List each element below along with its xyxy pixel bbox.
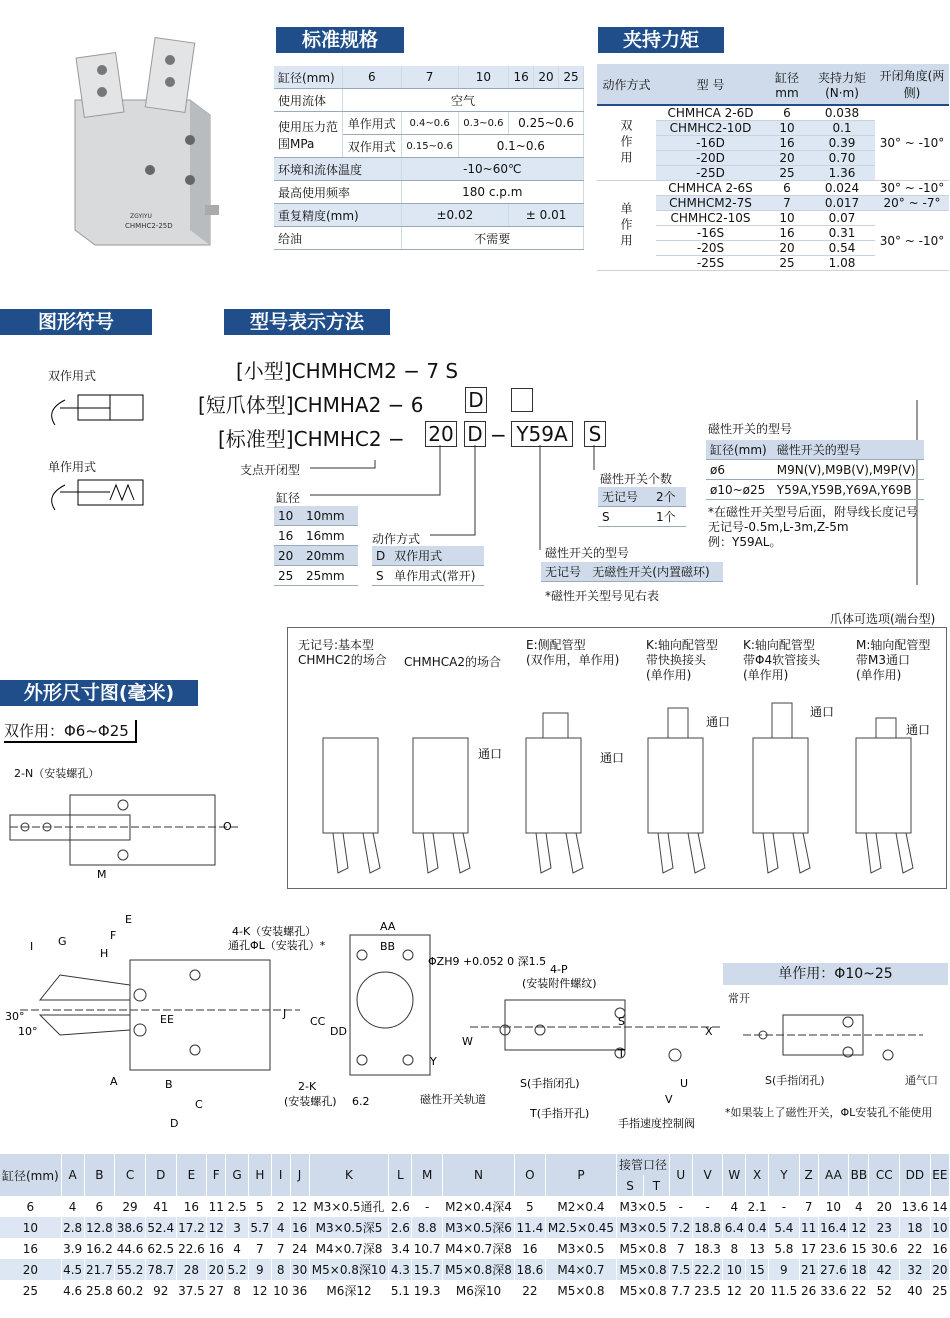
dim-cell: 18.8 bbox=[692, 1217, 723, 1238]
dim-col-G: G bbox=[226, 1154, 249, 1196]
dim-cell: 92 bbox=[145, 1280, 176, 1301]
dim-cell: M4×0.7 bbox=[545, 1259, 617, 1280]
dim-col-X: X bbox=[746, 1154, 769, 1196]
dim-col-L: L bbox=[389, 1154, 412, 1196]
dim-col-CC: CC bbox=[869, 1154, 900, 1196]
dim-cell: 28 bbox=[176, 1259, 207, 1280]
spec-header: 标准规格 bbox=[276, 27, 404, 53]
switch-note: *磁性开关型号见右表 bbox=[545, 589, 660, 603]
dim-cell: M2×0.4 bbox=[545, 1196, 617, 1217]
dim-cell: 42 bbox=[869, 1259, 900, 1280]
model-line-small: [小型]CHMHCM2 − 7 S bbox=[236, 359, 459, 383]
svg-text:T(手指开孔): T(手指开孔) bbox=[530, 1107, 590, 1120]
svg-text:X: X bbox=[705, 1025, 713, 1038]
dim-cell: 20 bbox=[746, 1280, 769, 1301]
dim-cell: 26 bbox=[799, 1280, 818, 1301]
dim-cell: 10.7 bbox=[412, 1238, 443, 1259]
bore-title: 缸径 bbox=[276, 491, 301, 505]
dim-cell: 4 bbox=[226, 1238, 249, 1259]
dim-cell: 23.5 bbox=[692, 1280, 723, 1301]
dim-cell: 12 bbox=[207, 1217, 226, 1238]
gripper-photo bbox=[40, 30, 230, 260]
jaw-option-label: 爪体可选项(端台型) bbox=[830, 612, 936, 626]
dim-cell: 18.6 bbox=[515, 1259, 546, 1280]
dim-row bbox=[0, 1217, 950, 1238]
dim-col-V: V bbox=[692, 1154, 723, 1196]
svg-text:6.2: 6.2 bbox=[352, 1095, 370, 1108]
svg-text:F: F bbox=[110, 929, 117, 942]
svg-text:T: T bbox=[618, 1047, 625, 1060]
dim-cell: 17 bbox=[799, 1238, 818, 1259]
dim-cell: 22.2 bbox=[692, 1259, 723, 1280]
svg-text:通口: 通口 bbox=[600, 751, 625, 765]
bore-label: 缸径(mm) bbox=[274, 66, 343, 89]
dim-cell: M4×0.7深8 bbox=[309, 1238, 389, 1259]
model-count-box: S bbox=[584, 421, 606, 447]
dim-col-D: D bbox=[145, 1154, 176, 1196]
switch-model-title: 磁性开关的型号 bbox=[708, 422, 793, 436]
dim-cell: 23.6 bbox=[818, 1238, 849, 1259]
svg-text:手指速度控制阀: 手指速度控制阀 bbox=[618, 1117, 695, 1130]
action-title: 动作方式 bbox=[372, 532, 421, 546]
spec-table: 缸径(mm) 6 7 10 16 20 25 使用流体 空气 使用压力范围MPa 单作用式 0.4~0.6 0.3~0.6 0.25~0.6 双作用式 0.15~0.6 0.1~0.6 环境和流体温度 -10~60℃ 最高使用频率 180 c.p.m 重复精度(mm) ±0.02 ± 0.01 给油 不需要 bbox=[274, 66, 584, 250]
dim-cell: 3.9 bbox=[61, 1238, 84, 1259]
dim-cell: 16.2 bbox=[84, 1238, 115, 1259]
dim-cell: 10 bbox=[723, 1259, 746, 1280]
dim-cell: 19.3 bbox=[412, 1280, 443, 1301]
model-action-box: D bbox=[464, 421, 486, 447]
dim-col-W: W bbox=[723, 1154, 746, 1196]
svg-text:EE: EE bbox=[160, 1013, 174, 1026]
dim-cell: 25 bbox=[930, 1280, 949, 1301]
dim-col-P: P bbox=[545, 1154, 617, 1196]
dim-cell: 36 bbox=[290, 1280, 309, 1301]
dim-cell: 29 bbox=[115, 1196, 146, 1217]
dim-cell: M3×0.5 bbox=[617, 1217, 670, 1238]
dim-cell: 5 bbox=[515, 1196, 546, 1217]
dim-cell: 10 bbox=[271, 1280, 290, 1301]
dim-cell: 13 bbox=[746, 1238, 769, 1259]
dim-cell: 16 bbox=[930, 1238, 949, 1259]
svg-text:A: A bbox=[110, 1075, 118, 1088]
dim-cell: 8 bbox=[271, 1259, 290, 1280]
dim-row bbox=[0, 1196, 950, 1217]
dim-cell: 21.7 bbox=[84, 1259, 115, 1280]
svg-text:ΦZH9 +0.052 0 深1.5: ΦZH9 +0.052 0 深1.5 bbox=[428, 955, 547, 968]
svg-text:G: G bbox=[58, 935, 67, 948]
outline-note: *如果装上了磁性开关，ΦL安装孔不能使用 bbox=[725, 1106, 933, 1119]
product-label: CHMHC2-25D bbox=[125, 222, 173, 230]
svg-text:DD: DD bbox=[330, 1025, 347, 1038]
dim-cell: 11 bbox=[207, 1196, 226, 1217]
dimension-table bbox=[0, 1154, 950, 1301]
dim-col-EE: EE bbox=[930, 1154, 949, 1196]
dim-cell: 18 bbox=[900, 1217, 931, 1238]
symbol-double-label: 双作用式 bbox=[48, 369, 97, 383]
svg-text:10°: 10° bbox=[18, 1025, 38, 1038]
dim-cell: 25.8 bbox=[84, 1280, 115, 1301]
double-title: 双作用：Φ6~Φ25 bbox=[4, 720, 137, 743]
dim-row bbox=[0, 1238, 950, 1259]
dim-cell: 2.5 bbox=[226, 1196, 249, 1217]
svg-text:I: I bbox=[30, 940, 34, 953]
dim-col-J: J bbox=[290, 1154, 309, 1196]
dim-cell: 12 bbox=[849, 1217, 869, 1238]
dim-cell: 13.6 bbox=[900, 1196, 931, 1217]
svg-text:30°: 30° bbox=[5, 1010, 25, 1023]
svg-text:AA: AA bbox=[380, 920, 396, 933]
dim-cell: 44.6 bbox=[115, 1238, 146, 1259]
svg-text:(安装附件螺纹): (安装附件螺纹) bbox=[522, 977, 597, 990]
dim-cell: 60.2 bbox=[115, 1280, 146, 1301]
dim-cell: M3×0.5 bbox=[617, 1196, 670, 1217]
dim-cell: 5.4 bbox=[769, 1217, 800, 1238]
dim-col-N: N bbox=[442, 1154, 514, 1196]
top-view-drawing bbox=[5, 775, 245, 885]
dim-cell: 12 bbox=[290, 1196, 309, 1217]
dim-cell: M5×0.8 bbox=[617, 1259, 670, 1280]
main-outline-drawing bbox=[0, 905, 720, 1135]
svg-text:磁性开关轨道: 磁性开关轨道 bbox=[420, 1093, 486, 1106]
dim-col-F: F bbox=[207, 1154, 226, 1196]
dim-cell: 15 bbox=[746, 1259, 769, 1280]
dim-cell: 30.6 bbox=[869, 1238, 900, 1259]
dim-col-DD: DD bbox=[900, 1154, 931, 1196]
dim-cell: 20 bbox=[207, 1259, 226, 1280]
dim-cell: 6.4 bbox=[723, 1217, 746, 1238]
dim-cell: 16 bbox=[176, 1196, 207, 1217]
svg-text:通口: 通口 bbox=[906, 723, 931, 737]
svg-text:通孔ΦL（安装孔）*: 通孔ΦL（安装孔）* bbox=[228, 939, 326, 952]
dim-cell: 17.2 bbox=[176, 1217, 207, 1238]
dim-cell: 7 bbox=[799, 1196, 818, 1217]
svg-text:S(手指闭孔): S(手指闭孔) bbox=[520, 1077, 580, 1090]
pivot-label: 支点开闭型 bbox=[240, 463, 301, 477]
svg-text:通口: 通口 bbox=[706, 715, 731, 729]
dim-cell: M5×0.8深8 bbox=[442, 1259, 514, 1280]
svg-text:BB: BB bbox=[380, 940, 396, 953]
dim-cell: 14 bbox=[930, 1196, 949, 1217]
dim-cell: 2 bbox=[271, 1196, 290, 1217]
dim-cell: 33.6 bbox=[818, 1280, 849, 1301]
dim-cell: 30 bbox=[290, 1259, 309, 1280]
dim-cell: 20 bbox=[0, 1259, 61, 1280]
bore-table: 10 10mm 16 16mm 20 20mm 25 25mm bbox=[274, 506, 358, 586]
svg-text:通口: 通口 bbox=[478, 747, 503, 761]
dim-cell: 10 bbox=[818, 1196, 849, 1217]
dim-cell: 4.6 bbox=[61, 1280, 84, 1301]
dim-col-A: A bbox=[61, 1154, 84, 1196]
dim-col-BB: BB bbox=[849, 1154, 869, 1196]
svg-text:H: H bbox=[100, 947, 109, 960]
dim-cell: 55.2 bbox=[115, 1259, 146, 1280]
dim-cell: 41 bbox=[145, 1196, 176, 1217]
dim-col-Z: Z bbox=[799, 1154, 818, 1196]
vent-label: 通气口 bbox=[905, 1074, 938, 1087]
svg-text:V: V bbox=[665, 1093, 673, 1106]
catalog-page: ZGYIYU CHMHC2-25D 标准规格 缸径(mm) 6 7 10 16 20 25 使用流体 空气 使用压力范围MPa 单作用式 0.4~0.6 0.3~0.6 0.25~0.6 双作用式 0.15~0.6 0.1~0.6 环境和流体温度 -10~60℃ 最高使用频率 180 c.p.m 重复精度(mm) ±0.02 ± 0.01 给油 不需要 夹持力矩 动作方式 型 号 缸径mm 夹持力矩(N·m) 开闭角度(两侧) 双作用 CHMHCA 2-6D 6 0.038 30° ~ -10° CHMHC2-10D 10 0.1 -16D 16 0.39 -20D 20 0.70 -25D 25 1.36 单作用 CHMHCA 2-6S 6 0.024 30° ~ -10° CHMHCM2-7S 7 0.017 20° ~ -7° CHMHC2-10S 10 0.07 30° ~ -10° -16S 16 0.31 -20S 20 0.54 -25S 25 1.08 图形符号 双作用式 单作用式 型号表示方法 [小型]CHMHCM2 − 7 S [短爪体型]CHMHA2 − 6 D [标准型]CHMHC2 − 20 D − Y59A S 支点开闭型 缸径 10 10mm 16 16mm 20 20mm 25 25mm 动作方式 D 双作用式 S 单作用式(常开) 磁性开关的型号 无记号 无磁性开关(内置磁环) *磁性开关型号见右表 磁性开关个数 无记号 2个 S 1个 磁性开关的型号 缸径(mm) 磁性开关的型号 ø6 M9N(V),M9B(V),M9P(V) ø10~ø25 Y59A,Y59B,Y69A,Y69B *在磁性开关型号后面，附导线长度记号 无记号-0.5m,L-3m,Z-5m 例：Y59AL。 爪体可选项(端台型) 无记号:基本型 CHMHC2的场合 CHMHCA2的场合 E:侧配管型 (双作用，单作用) K:轴向配管型 带快换接头 (单作用) K:轴向配管型 带Φ4软管接头 (单作用) M:轴向配管型 带M3通口 (单作用) 通口 通口 通口 通口 通口 外形尺寸图(毫米) 双作用：Φ6~Φ25 2-N（安装螺孔） M O A B C D E F G H I J AA BB CC DD EE W Y X U V S T 30° 10° 4-K（安装螺孔） 通孔ΦL（安装孔）* ΦZH9 +0.052 0 深1.5 4-P (安装附件螺纹) 2-K (安装螺孔) 6.2 磁性开关轨道 S(手指闭孔) T(手指开孔) 手指速度控制阀 单作用：Φ10~25 常开 S(手指闭孔) 通气口 *如果装上了磁性开关，ΦL安装孔不能使用 缸径(mm) A B C D E F G H I J K L M N O P 接管口径 U V W X Y Z AA BB CC DD EE S T 6 4 6 29 41 16 11 2.5 5 2 12 M3×0.5通孔 2.6 - M2×0.4深4 5 M2×0.4 M3×0.5 - - 4 2.1 - 7 10 4 20 13.6 14 10 2.8 12.8 38.6 52.4 17.2 12 3 5.7 4 16 M3×0.5深5 2.6 8.8 M3×0.5深6 11.4 M2.5×0.45 M3×0.5 7.2 18.8 6.4 0.4 5.4 11 16.4 12 23 18 10 16 3.9 16.2 44.6 62.5 22.6 16 4 7 7 24 M4×0.7深8 3.4 10.7 M4×0.7深8 16 M3×0.5 M5×0.8 7 18.3 8 13 5.8 17 23.6 15 30.6 22 16 20 4.5 21.7 55.2 78.7 28 20 5.2 9 8 30 M5×0.8深10 4.3 15.7 M5×0.8深8 18.6 M4×0.7 M5×0.8 7.5 22.2 10 15 9 21 27.6 18 42 32 20 25 4.6 25.8 60.2 92 37.5 27 8 12 10 36 M6深12 5.1 19.3 M6深10 22 M5×0.8 M5×0.8 7.7 23.5 12 20 11.5 26 33.6 22 52 40 25 bbox=[0, 0, 950, 1318]
svg-text:Y: Y bbox=[430, 1055, 437, 1068]
dim-cell: 10 bbox=[0, 1217, 61, 1238]
dim-cell: 4.3 bbox=[389, 1259, 412, 1280]
dim-cell: 5.7 bbox=[248, 1217, 271, 1238]
dim-cell: 7.5 bbox=[669, 1259, 692, 1280]
dim-col-B: B bbox=[84, 1154, 115, 1196]
dim-cell: 16 bbox=[515, 1238, 546, 1259]
symbol-single-label: 单作用式 bbox=[48, 460, 97, 474]
dim-cell: 2.6 bbox=[389, 1196, 412, 1217]
dim-cell: 52 bbox=[869, 1280, 900, 1301]
dim-cell: M6深10 bbox=[442, 1280, 514, 1301]
switch-model-table: 缸径(mm) 磁性开关的型号 ø6 M9N(V),M9B(V),M9P(V) ø10~ø25 Y59A,Y59B,Y69A,Y69B bbox=[706, 440, 924, 500]
model-d-box: D bbox=[465, 387, 487, 413]
dim-cell: 15 bbox=[849, 1238, 869, 1259]
model-line-std: [标准型]CHMHC2 − bbox=[218, 427, 405, 451]
dim-cell: 5 bbox=[248, 1196, 271, 1217]
dim-cell: 7 bbox=[669, 1238, 692, 1259]
dim-cell: 4 bbox=[723, 1196, 746, 1217]
dim-cell: 27 bbox=[207, 1280, 226, 1301]
dim-cell: 6 bbox=[84, 1196, 115, 1217]
dim-cell: 20 bbox=[869, 1196, 900, 1217]
dim-cell: 16.4 bbox=[818, 1217, 849, 1238]
dim-cell: 8.8 bbox=[412, 1217, 443, 1238]
dim-col-E: E bbox=[176, 1154, 207, 1196]
dim-cell: M3×0.5通孔 bbox=[309, 1196, 389, 1217]
dim-col-U: U bbox=[669, 1154, 692, 1196]
dim-cell: M5×0.8 bbox=[545, 1280, 617, 1301]
svg-text:2-K: 2-K bbox=[298, 1080, 317, 1093]
dim-cell: 22.6 bbox=[176, 1238, 207, 1259]
dim-cell: M6深12 bbox=[309, 1280, 389, 1301]
grip-table: 动作方式 型 号 缸径mm 夹持力矩(N·m) 开闭角度(两侧) 双作用 CHMHCA 2-6D 6 0.038 30° ~ -10° CHMHC2-10D 10 0.1 -16D 16 0.39 -20D 20 0.70 -25D 25 1.36 单作用 CHMHCA 2-6S 6 0.024 30° ~ -10° CHMHCM2-7S 7 0.017 20° ~ -7° CHMHC2-10S 10 0.07 30° ~ -10° -16S 16 0.31 -20S 20 0.54 -25S 25 1.08 bbox=[597, 64, 949, 271]
dim-cell: 11.4 bbox=[515, 1217, 546, 1238]
dim-cell: 62.5 bbox=[145, 1238, 176, 1259]
dim-cell: 8 bbox=[723, 1238, 746, 1259]
svg-text:D: D bbox=[170, 1117, 179, 1130]
outline-header: 外形尺寸图(毫米) bbox=[0, 680, 198, 706]
dim-cell: - bbox=[692, 1196, 723, 1217]
dim-cell: 5.2 bbox=[226, 1259, 249, 1280]
dim-cell: 25 bbox=[0, 1280, 61, 1301]
dim-col-AA: AA bbox=[818, 1154, 849, 1196]
dim-cell: M2.5×0.45 bbox=[545, 1217, 617, 1238]
dim-cell: 32 bbox=[900, 1259, 931, 1280]
dim-cell: 12 bbox=[723, 1280, 746, 1301]
jaw-options-box: 无记号:基本型 CHMHC2的场合 CHMHCA2的场合 E:侧配管型 (双作用，单作用) K:轴向配管型 带快换接头 (单作用) K:轴向配管型 带Φ4软管接头 (单作用) M:轴向配管型 带M3通口 (单作用) 通口 通口 通口 通口 通口 bbox=[287, 627, 947, 889]
dim-cell: 7 bbox=[248, 1238, 271, 1259]
svg-text:W: W bbox=[462, 1035, 473, 1048]
dim-cell: 38.6 bbox=[115, 1217, 146, 1238]
dim-cell: 18.3 bbox=[692, 1238, 723, 1259]
dim-cell: 40 bbox=[900, 1280, 931, 1301]
dim-cell: 18 bbox=[849, 1259, 869, 1280]
dim-cell: 78.7 bbox=[145, 1259, 176, 1280]
dim-col-O: O bbox=[515, 1154, 546, 1196]
dim-cell: - bbox=[769, 1196, 800, 1217]
svg-text:B: B bbox=[165, 1078, 173, 1091]
dim-cell: 4 bbox=[271, 1217, 290, 1238]
dim-cell: 12 bbox=[248, 1280, 271, 1301]
svg-text:O: O bbox=[223, 820, 232, 833]
s-close2-label: S(手指闭孔) bbox=[765, 1074, 825, 1087]
dim-cell: 3.4 bbox=[389, 1238, 412, 1259]
dim-cell: 5.8 bbox=[769, 1238, 800, 1259]
svg-text:C: C bbox=[195, 1098, 203, 1111]
dim-cell: - bbox=[669, 1196, 692, 1217]
svg-text:4-K（安装螺孔）: 4-K（安装螺孔） bbox=[232, 925, 317, 938]
dim-cell: 16 bbox=[207, 1238, 226, 1259]
product-brand: ZGYIYU bbox=[130, 213, 152, 220]
dim-cell: 2.1 bbox=[746, 1196, 769, 1217]
dim-col-M: M bbox=[412, 1154, 443, 1196]
dim-cell: 0.4 bbox=[746, 1217, 769, 1238]
n-holes-label: 2-N（安装螺孔） bbox=[14, 767, 100, 780]
dim-cell: 21 bbox=[799, 1259, 818, 1280]
action-table: D 双作用式 S 单作用式(常开) bbox=[372, 546, 484, 586]
dim-cell: 4 bbox=[61, 1196, 84, 1217]
svg-text:J: J bbox=[283, 1007, 287, 1020]
dim-cell: 24 bbox=[290, 1238, 309, 1259]
grip-header: 夹持力矩 bbox=[598, 27, 724, 53]
dim-cell: 23 bbox=[869, 1217, 900, 1238]
svg-text:S: S bbox=[618, 1015, 625, 1028]
normal-open-label: 常开 bbox=[728, 992, 750, 1005]
dim-cell: M3×0.5深5 bbox=[309, 1217, 389, 1238]
dim-cell: M4×0.7深8 bbox=[442, 1238, 514, 1259]
dim-cell: 15.7 bbox=[412, 1259, 443, 1280]
dim-col-Y: Y bbox=[769, 1154, 800, 1196]
svg-text:通口: 通口 bbox=[810, 705, 835, 719]
dim-col-I: I bbox=[271, 1154, 290, 1196]
model-header: 型号表示方法 bbox=[224, 309, 390, 335]
dim-cell: 10 bbox=[930, 1217, 949, 1238]
dim-col-K: K bbox=[309, 1154, 389, 1196]
dim-cell: 16 bbox=[290, 1217, 309, 1238]
svg-text:E: E bbox=[125, 913, 132, 926]
svg-text:4-P: 4-P bbox=[550, 963, 568, 976]
count-title: 磁性开关个数 bbox=[600, 472, 673, 486]
dim-col-T: T bbox=[643, 1175, 669, 1196]
dim-cell: M3×0.5 bbox=[545, 1238, 617, 1259]
count-table: 无记号 2个 S 1个 bbox=[598, 487, 686, 527]
dim-col-port: 接管口径 bbox=[617, 1154, 670, 1175]
symbol-header: 图形符号 bbox=[0, 309, 152, 335]
dim-cell: 22 bbox=[849, 1280, 869, 1301]
svg-text:M: M bbox=[97, 868, 107, 881]
dim-cell: 27.6 bbox=[818, 1259, 849, 1280]
switch-model-notes: *在磁性开关型号后面，附导线长度记号 无记号-0.5m,L-3m,Z-5m 例：Y59AL。 bbox=[708, 505, 919, 549]
dim-cell: 4 bbox=[849, 1196, 869, 1217]
dim-cell: M3×0.5深6 bbox=[442, 1217, 514, 1238]
dim-cell: 8 bbox=[226, 1280, 249, 1301]
dim-cell: 9 bbox=[248, 1259, 271, 1280]
dim-col-S: S bbox=[617, 1175, 644, 1196]
dim-cell: M2×0.4深4 bbox=[442, 1196, 514, 1217]
dim-cell: 12.8 bbox=[84, 1217, 115, 1238]
dim-cell: 7 bbox=[271, 1238, 290, 1259]
pneumatic-symbols bbox=[40, 380, 150, 530]
dim-cell: 52.4 bbox=[145, 1217, 176, 1238]
svg-text:(安装螺孔): (安装螺孔) bbox=[284, 1095, 337, 1108]
svg-text:CC: CC bbox=[310, 1015, 326, 1028]
switch-type-title: 磁性开关的型号 bbox=[545, 546, 630, 560]
dim-cell: - bbox=[412, 1196, 443, 1217]
model-bore-box: 20 bbox=[425, 421, 457, 447]
dim-cell: 7.2 bbox=[669, 1217, 692, 1238]
dim-cell: M5×0.8 bbox=[617, 1280, 670, 1301]
dim-cell: M5×0.8深10 bbox=[309, 1259, 389, 1280]
dim-cell: 37.5 bbox=[176, 1280, 207, 1301]
svg-text:U: U bbox=[680, 1077, 689, 1090]
dim-col-bore: 缸径(mm) bbox=[0, 1154, 61, 1196]
dim-cell: M5×0.8 bbox=[617, 1238, 670, 1259]
dim-cell: 4.5 bbox=[61, 1259, 84, 1280]
dim-col-H: H bbox=[248, 1154, 271, 1196]
dim-cell: 2.8 bbox=[61, 1217, 84, 1238]
dim-cell: 6 bbox=[0, 1196, 61, 1217]
dim-cell: 22 bbox=[900, 1238, 931, 1259]
jaw-option-drawings bbox=[288, 698, 946, 883]
dim-cell: 16 bbox=[0, 1238, 61, 1259]
dim-col-C: C bbox=[115, 1154, 146, 1196]
dim-cell: 7.7 bbox=[669, 1280, 692, 1301]
dim-cell: 11 bbox=[799, 1217, 818, 1238]
switch-type-table: 无记号 无磁性开关(内置磁环) bbox=[541, 562, 723, 582]
dim-cell: 5.1 bbox=[389, 1280, 412, 1301]
dim-row bbox=[0, 1280, 950, 1301]
dim-cell: 9 bbox=[769, 1259, 800, 1280]
model-line-short: [短爪体型]CHMHA2 − 6 bbox=[198, 393, 424, 417]
dim-cell: 2.6 bbox=[389, 1217, 412, 1238]
dim-cell: 11.5 bbox=[769, 1280, 800, 1301]
single-title: 单作用：Φ10~25 bbox=[723, 963, 948, 985]
dim-cell: 3 bbox=[226, 1217, 249, 1238]
dim-cell: 22 bbox=[515, 1280, 546, 1301]
dim-row bbox=[0, 1259, 950, 1280]
model-switch-box: Y59A bbox=[511, 421, 573, 447]
dim-cell: 20 bbox=[930, 1259, 949, 1280]
